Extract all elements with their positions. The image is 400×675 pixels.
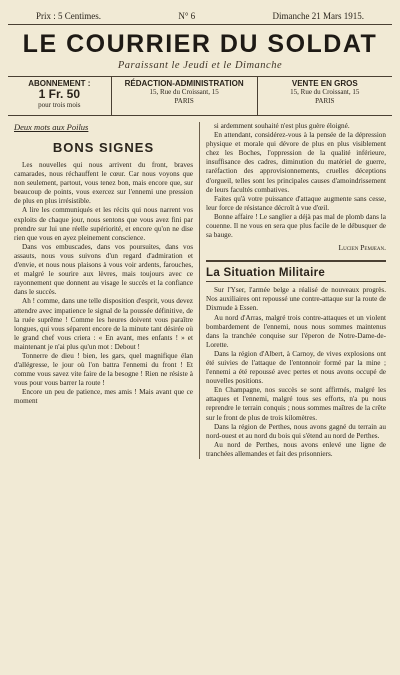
wholesale-label: VENTE EN GROS	[291, 79, 358, 88]
article-paragraph: Sur l'Yser, l'armée belge a réalisé de nouveaux progrès. Nos auxiliaires ont repoussé une contre-attaque sur la route de Dixmude à Essen.	[206, 286, 386, 313]
wholesale-address: 15, Rue du Croissant, 15	[290, 88, 360, 96]
masthead-title: LE COURRIER DU SOLDAT	[22, 30, 378, 58]
article-paragraph: Bonne affaire ! Le sanglier a déjà pas mal de plomb dans la couenne. Il ne vous en sera que plus facile de le débusquer de sa bauge.	[206, 212, 386, 240]
subscription-period: pour trois mois	[38, 101, 81, 109]
info-bar	[8, 76, 392, 116]
left-column	[8, 122, 200, 459]
article-paragraph: Au nord d'Arras, malgré trois contre-attaques et un violent bombardement de l'ennemi, nous nous sommes maintenus dans la tranchée conquise sur l'éperon de Notre-Dame-de-Lorette.	[206, 313, 386, 349]
wholesale-box	[258, 77, 392, 115]
issue-number: N° 6	[178, 11, 196, 21]
office-box	[112, 77, 258, 115]
article-paragraph: A lire les communiqués et les récits qui nous narrent vos exploits de chaque jour, nous sentons que vous avez fini par prendre sur lui une réelle supériorité, et encore qu'on ne dise rien que vous en ayez pleinement conscience.	[14, 206, 193, 242]
office-address: 15, Rue du Croissant, 15	[149, 88, 219, 96]
issue-date: Dimanche 21 Mars 1915.	[272, 11, 364, 21]
office-city: PARIS	[174, 97, 194, 105]
masthead-subtitle: Paraissant le Jeudi et le Dimanche	[117, 60, 283, 71]
article-paragraph: Au nord de Perthes, nous avons enlevé une ligne de tranchées allemandes et fait des prisonniers.	[206, 440, 386, 458]
wholesale-city: PARIS	[315, 97, 335, 105]
article-columns	[8, 122, 392, 459]
article-kicker: Deux mots aux Poilus	[14, 122, 89, 132]
article-headline: BONS SIGNES	[52, 140, 155, 155]
article-paragraph: si ardemment souhaité n'est plus guère éloigné.	[214, 122, 350, 130]
article-paragraph: Encore un peu de patience, mes amis ! Mais avant que ce moment	[14, 388, 193, 406]
right-column	[200, 122, 392, 459]
article-paragraph: Faites qu'à votre puissance d'attaque augmente sans cesse, leur force de résistance décroît à vue d'œil.	[206, 194, 386, 212]
article-paragraph: Dans la région de Perthes, nous avons gagné du terrain au nord-ouest et au nord du bois qui s'étend au nord de Perthes.	[206, 422, 386, 440]
article-paragraph: Dans la région d'Albert, à Carnoy, de vives explosions ont été suivies de l'attaque de l'entonnoir formé par la mine ; l'ennemi a été repoussé avec pertes et nous avons occupé de nouvelles positions.	[206, 349, 386, 386]
newspaper-page	[8, 5, 392, 665]
subscription-price: 1 Fr. 50	[38, 87, 81, 101]
issue-price: Prix : 5 Centimes.	[36, 11, 101, 21]
office-label: RÉDACTION-ADMINISTRATION	[124, 79, 244, 88]
subscription-label: ABONNEMENT :	[28, 79, 91, 88]
article-paragraph: Les nouvelles qui nous arrivent du front, braves camarades, nous réchauffent le cœur. Car nous voyons que non seulement, partout, vous tenez bon, mais encore que, sur beaucoup de points, vous exercez sur l'ennemi une pression de plus en plus irrésistible.	[14, 161, 193, 206]
article-paragraph: En Champagne, nos succès se sont affirmés, malgré les attaques et l'ennemi, malgré tous ses efforts, n'a pu nous reprendre le terrain conquis ; nous sommes maîtres de la crête sur le front de plus de trois kilomètres.	[206, 386, 386, 422]
article-paragraph: En attendant, considérez-vous à la pensée de la dépression physique et morale qui dévore de plus en plus visiblement chez les Boches, l'oppression de la qualité inférieure, insuffisance des cadres, diminution du matériel de guerre, raréfaction des approvisionnements, cruelles déceptions d'orgueil, telles sont les principales causes d'amoindrissement de leurs facultés combatives.	[206, 131, 386, 194]
top-info-line	[8, 5, 392, 25]
article-paragraph: Tonnerre de dieu ! bien, les gars, quel magnifique élan d'allégresse, le jour où l'on battra l'ennemi du front ! Et comme vous savez vite faire de la besogne ! Rien ne résiste à vous pour vous barrer la route !	[14, 351, 193, 388]
section-divider	[206, 281, 386, 282]
article-paragraph: Dans vos embuscades, dans vos poursuites, dans vos assauts, nous vous suivons d'un regard d'admiration et d'envie, et nous nous plaisons à vous voir ardents, farouches, et malgré le sourire aux lèvres, mais toujours avec ce rayonnement que donnent au visage le succès et la confiance dans le succès.	[14, 242, 193, 297]
subscription-box	[8, 77, 112, 115]
section-headline: La Situation Militaire	[206, 260, 386, 279]
article-paragraph: Ah ! comme, dans une telle disposition d'esprit, vous devez attendre avec impatience le signal de la poussée définitive, de la ruée suprême ! Comme les heures doivent vous paraître longues, qui vous séparent encore de la minute tant désirée où le grand chef vous criera : « En avant, mes enfants ! » et maintenant je n'ai plus qu'un mot : Debout !	[14, 297, 193, 351]
article-signature: Lucien Pemjean.	[338, 243, 386, 253]
